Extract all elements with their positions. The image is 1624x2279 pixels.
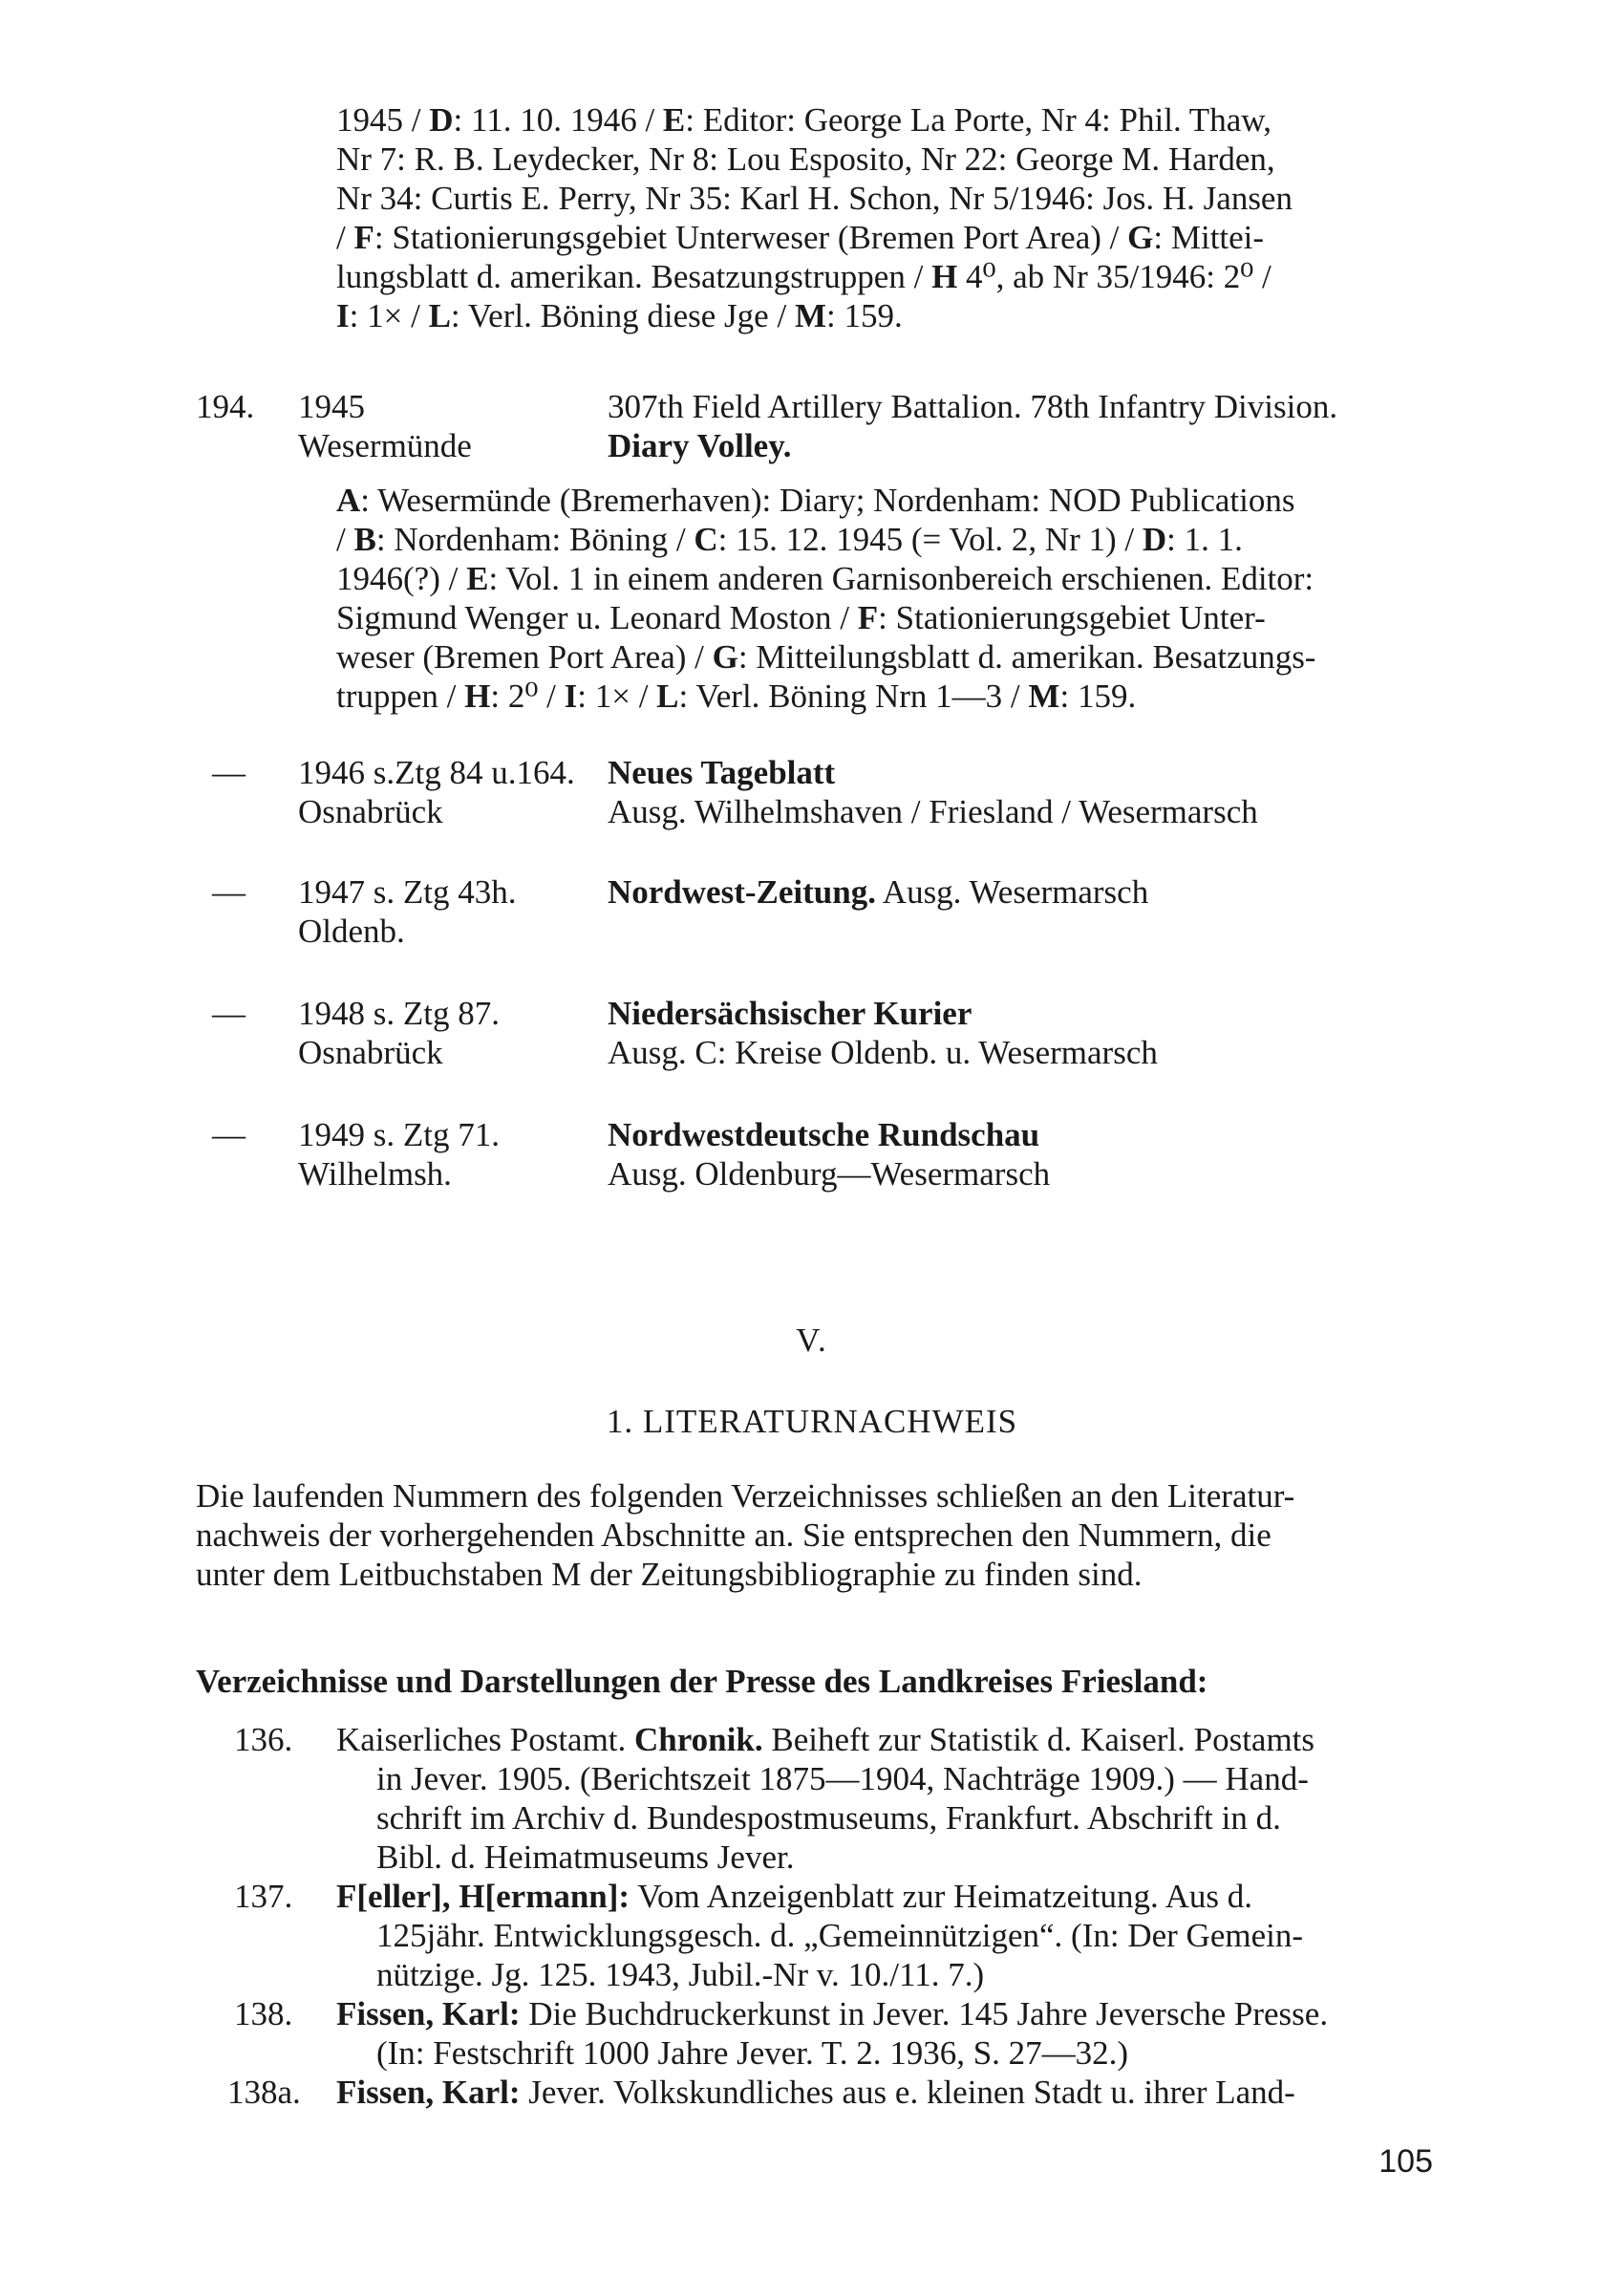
entry-title: Nordwest-Zeitung. Ausg. Wesermarsch [608,873,1149,911]
text-line: F[eller], H[ermann]: Vom Anzeigenblatt zur Heimatzeitung. Aus d. [336,1878,1253,1915]
text-line: lungsblatt d. amerikan. Besatzungstruppen / H 4⁰, ab Nr 35/1946: 2⁰ / [336,258,1271,295]
entry-year: 1948 s. Ztg 87. [298,995,500,1032]
text-line: / F: Stationierungsgebiet Unterweser (Bremen Port Area) / G: Mittei- [336,219,1265,256]
entry-place: Osnabrück [298,1034,443,1071]
text-line: Sigmund Wenger u. Leonard Moston / F: Stationierungsgebiet Unter- [336,599,1266,636]
entry-dash: — [212,873,246,911]
text-line: weser (Bremen Port Area) / G: Mitteilungsblatt d. amerikan. Besatzungs- [336,638,1316,676]
entry-place: Wesermünde [298,427,472,464]
text-line: 1945 / D: 11. 10. 1946 / E: Editor: George La Porte, Nr 4: Phil. Thaw, [336,101,1271,139]
entry-title-block [608,994,1439,1072]
entry-place: Oldenb. [298,913,405,950]
text-line: nützige. Jg. 125. 1943, Jubil.-Nr v. 10./11. 7.) [376,1956,985,1993]
entry-date-place [298,387,604,465]
text-line: / B: Nordenham: Böning / C: 15. 12. 1945 (= Vol. 2, Nr 1) / D: 1. 1. [336,521,1243,558]
page-number: 105 [1378,2143,1433,2180]
text-line: truppen / H: 2⁰ / I: 1× / L: Verl. Böning Nrn 1—3 / M: 159. [336,677,1137,715]
text-line: in Jever. 1905. (Berichtszeit 1875—1904, Nachträge 1909.) — Hand- [376,1760,1309,1797]
entry-date-place [298,1115,604,1193]
text-line: Nr 34: Curtis E. Perry, Nr 35: Karl H. Schon, Nr 5/1946: Jos. H. Jansen [336,180,1293,217]
literature-text [336,1720,1433,1877]
entry-edition: Ausg. Wilhelmshaven / Friesland / Wesermarsch [608,793,1258,830]
entry-dash: — [212,995,246,1032]
entry-edition: Ausg. C: Kreise Oldenb. u. Wesermarsch [608,1034,1158,1071]
text-line: nachweis der vorhergehenden Abschnitte an. Sie entsprechen den Nummern, die [196,1516,1271,1554]
entry-dash: — [212,1116,246,1153]
entry-year: 1949 s. Ztg 71. [298,1116,500,1153]
continuation-paragraph [336,100,1433,335]
section-heading: 1. LITERATURNACHWEIS [606,1403,1018,1440]
entry-number: 194. [196,388,255,425]
intro-paragraph [196,1476,1433,1594]
text-line: Bibl. d. Heimatmuseums Jever. [376,1838,795,1876]
literature-number: 137. [234,1878,293,1915]
entry-date-place [298,994,604,1072]
entry-date-place [298,753,604,831]
entry-title-block [608,387,1439,465]
text-line: unter dem Leitbuchstaben M der Zeitungsbibliographie zu finden sind. [196,1556,1143,1593]
text-line: Nr 7: R. B. Leydecker, Nr 8: Lou Esposito, Nr 22: George M. Harden, [336,140,1275,178]
entry-place: Wilhelmsh. [298,1155,452,1193]
entry-year: 1945 [298,388,365,425]
literature-number: 136. [234,1721,293,1758]
entry-publisher: 307th Field Artillery Battalion. 78th Infantry Division. [608,388,1338,425]
entry-year: 1947 s. Ztg 43h. [298,873,517,911]
text-line: I: 1× / L: Verl. Böning diese Jge / M: 159. [336,297,903,334]
entry-year: 1946 s.Ztg 84 u.164. [298,754,575,791]
entry-title-block [608,753,1439,831]
subsection-heading: Verzeichnisse und Darstellungen der Presse des Landkreises Friesland: [196,1663,1208,1700]
literature-text [336,1994,1433,2073]
text-line: Fissen, Karl: Die Buchdruckerkunst in Jever. 145 Jahre Jeversche Presse. [336,1995,1329,2032]
text-line: A: Wesermünde (Bremerhaven): Diary; Nordenham: NOD Publications [336,482,1295,519]
entry-title: Nordwestdeutsche Rundschau [608,1116,1040,1153]
section-number: V. [796,1322,828,1359]
entry-title: Niedersächsischer Kurier [608,995,972,1032]
entry-title-block [608,1115,1439,1193]
entry-title-block [608,872,1439,912]
literature-text [336,1877,1433,1994]
text-line: 125jähr. Entwicklungsgesch. d. „Gemeinnützigen“. (In: Der Gemein- [376,1917,1303,1954]
literature-number: 138. [234,1995,293,2032]
entry-dash: — [212,754,246,791]
entry-edition: Ausg. Oldenburg—Wesermarsch [608,1155,1051,1193]
entry-description [336,481,1433,716]
text-line: schrift im Archiv d. Bundespostmuseums, Frankfurt. Abschrift in d. [376,1799,1281,1837]
entry-title: Diary Volley. [608,427,792,464]
text-line: Kaiserliches Postamt. Chronik. Beiheft zur Statistik d. Kaiserl. Postamts [336,1721,1315,1758]
literature-text [336,2073,1433,2112]
entry-place: Osnabrück [298,793,443,830]
text-line: 1946(?) / E: Vol. 1 in einem anderen Garnisonbereich erschienen. Editor: [336,560,1314,597]
entry-title: Neues Tageblatt [608,754,836,791]
text-line: Fissen, Karl: Jever. Volkskundliches aus e. kleinen Stadt u. ihrer Land- [336,2074,1295,2111]
text-line: (In: Festschrift 1000 Jahre Jever. T. 2. 1936, S. 27—32.) [376,2034,1129,2072]
entry-date-place [298,872,604,951]
literature-number: 138a. [227,2074,301,2111]
text-line: Die laufenden Nummern des folgenden Verzeichnisses schließen an den Literatur- [196,1477,1295,1515]
